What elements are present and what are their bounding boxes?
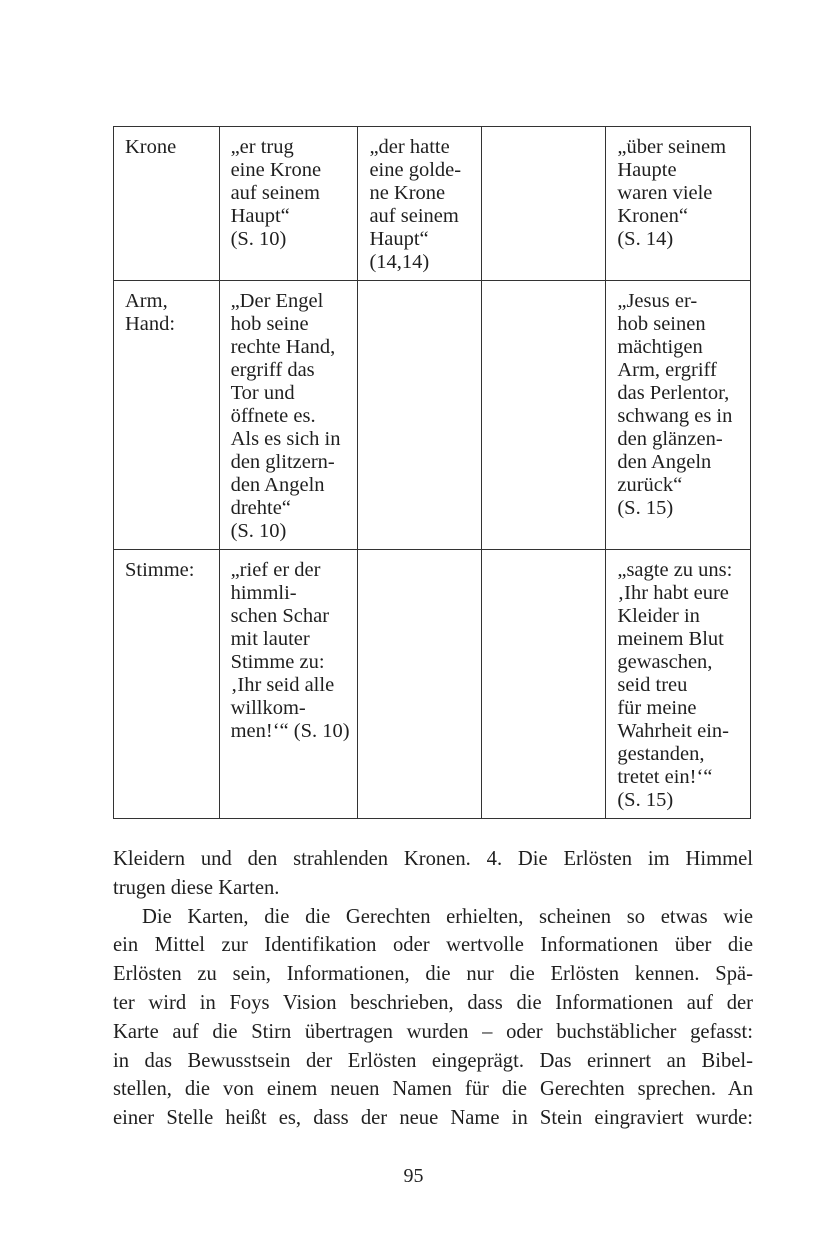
row-label: Stimme: (114, 550, 220, 819)
table-row (114, 281, 751, 550)
table-cell (358, 281, 482, 550)
text-line: Kleidern und den strahlenden Kronen. 4. Die Erlösten im Himmel (113, 848, 753, 870)
paragraph-continuation (113, 845, 753, 903)
text-line: ter wird in Foys Vision beschrieben, dass die Informationen auf der (113, 991, 753, 1014)
table-cell (482, 127, 606, 281)
text-line: einer Stelle heißt es, dass der neue Name in Stein eingraviert wurde: (113, 1107, 753, 1130)
table-row (114, 127, 751, 281)
text-line: stellen, die von einem neuen Namen für die Gerechten sprechen. An (113, 1078, 753, 1101)
text-line: Karte auf die Stirn übertragen wurden – oder buchstäblicher gefasst: (113, 1020, 753, 1043)
text-line: ein Mittel zur Identifikation oder wertvolle Informationen über die (113, 934, 753, 957)
paragraph (113, 903, 753, 1133)
table-cell (358, 550, 482, 819)
table-cell: „rief er der himmli- schen Schar mit lauter Stimme zu: ‚Ihr seid alle willkom- men!‘“ (S. 10) (219, 550, 358, 819)
table-row (114, 550, 751, 819)
table-cell: „er trug eine Krone auf seinem Haupt“ (S. 10) (219, 127, 358, 281)
body-text (113, 845, 753, 1133)
text-line: trugen diese Karten. (113, 876, 280, 899)
table-cell: „der hatte eine golde- ne Krone auf seinem Haupt“ (14,14) (358, 127, 482, 281)
table-cell (482, 281, 606, 550)
page-number: 95 (403, 1165, 424, 1187)
text-line: Erlösten zu sein, Informationen, die nur die Erlösten kennen. Spä- (113, 963, 753, 986)
table-cell: „Jesus er- hob seinen mächtigen Arm, ergriff das Perlentor, schwang es in den glänzen- den Angeln zurück“ (S. 15) (606, 281, 751, 550)
row-label: Krone (114, 127, 220, 281)
table-cell (482, 550, 606, 819)
text-line: in das Bewusstsein der Erlösten eingeprägt. Das erinnert an Bibel- (113, 1049, 753, 1072)
table-cell: „sagte zu uns: ‚Ihr habt eure Kleider in meinem Blut gewaschen, seid treu für meine Wahrheit ein- gestanden, tretet ein!‘“ (S. 15) (606, 550, 751, 819)
row-label: Arm, Hand: (114, 281, 220, 550)
comparison-table (113, 126, 751, 819)
table-cell: „über seinem Haupte waren viele Kronen“ (S. 14) (606, 127, 751, 281)
table-cell: „Der Engel hob seine rechte Hand, ergriff das Tor und öffnete es. Als es sich in den glitzern- den Angeln drehte“ (S. 10) (219, 281, 358, 550)
text-line: Die Karten, die die Gerechten erhielten, scheinen so etwas wie (142, 905, 753, 928)
